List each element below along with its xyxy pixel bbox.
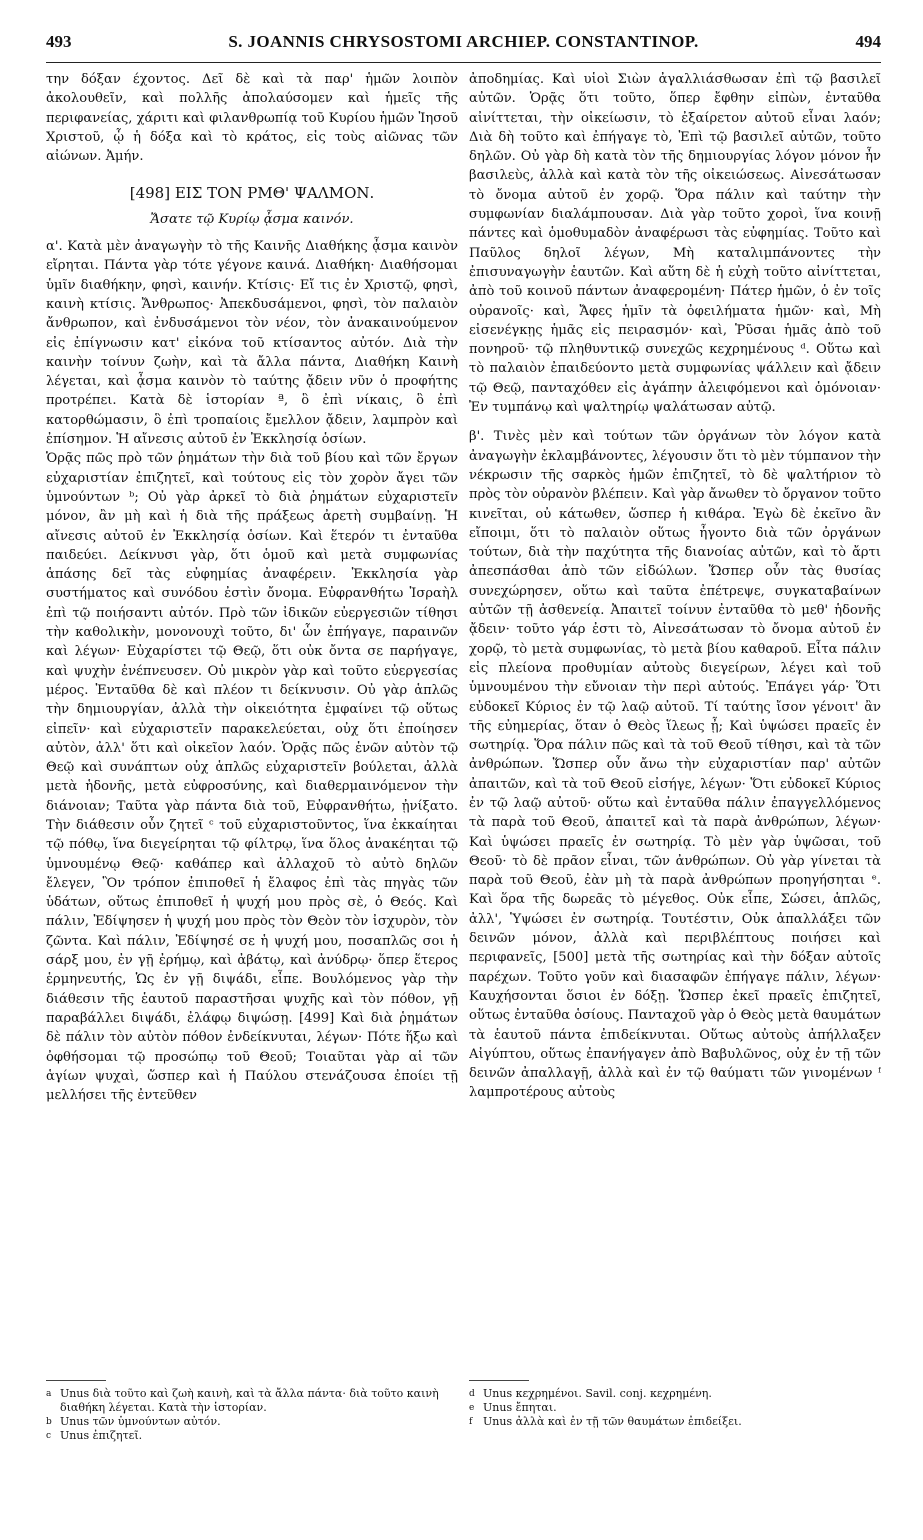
running-header	[46, 32, 881, 60]
right-column	[469, 70, 881, 1380]
closing-paragraph: την δόξαν έχοντος. Δεῖ δὲ καὶ τὰ παρ' ἡμῶν λοιπὸν ἀκολουθεῖν, καὶ πολλῆς ἀπολαύσομεν καὶ ἡμεῖς τῆς περιφανείας, χάριτι καὶ φιλανθρωπίᾳ τοῦ Κυρίου ἡμῶν Ἰησοῦ Χριστοῦ, ᾧ ἡ δόξα καὶ τὸ κράτος, εἰς τοὺς αἰῶνας τῶν αἰώνων. Ἀμήν.	[46, 72, 458, 165]
footnote: c Unus ἐπιζητεῖ.	[46, 1429, 143, 1442]
footnote: d Unus κεχρημένοι. Savil. conj. κεχρημένη.	[469, 1387, 712, 1400]
footnote: b Unus τῶν ὑμνούντων αὐτόν.	[46, 1415, 221, 1428]
paragraph: Ὁρᾷς πῶς πρὸ τῶν ῥημάτων τὴν διὰ τοῦ βίου καὶ τῶν ἔργων εὐχαριστίαν ἐπιζητεῖ, καὶ τούτους εἰς τὸν χορὸν ἄγει τῶν ὑμνούντων ᵇ; Οὐ γὰρ ἀρκεῖ τὸ διὰ ῥημάτων εὐχαριστεῖν μόνον, ἂν μὴ καὶ ἡ διὰ τῆς πράξεως ἀρετὴ συμβαίνῃ. Ἡ αἴνεσις αὐτοῦ ἐν Ἐκκλησίᾳ ὁσίων. Καὶ ἕτερόν τι ἐνταῦθα παιδεύει. Δείκνυσι γὰρ, ὅτι ὁμοῦ καὶ μετὰ συμφωνίας ἁπάσης δεῖ τὰς εὐφημίας ἀναφέρειν. Ἐκκλησία γὰρ συστήματος καὶ συνόδου ἐστὶν ὄνομα. Εὐφρανθήτω Ἰσραὴλ ἐπὶ τῷ ποιήσαντι αὐτόν. Πρὸ τῶν ἰδικῶν εὐεργεσιῶν τίθησι τὴν καθολικὴν, μονονουχὶ τοῦτο, δι' ὧν ἐπήγαγε, παραινῶν καὶ λέγων· Εὐχαρίστει τῷ Θεῷ, ὅτι οὐκ ὄντα σε παρήγαγε, καὶ ψυχὴν ἐνέπνευσεν. Οὐ μικρὸν γὰρ καὶ τοῦτο εὐεργεσίας μέρος. Ἐνταῦθα δὲ καὶ πλέον τι δείκνυσιν. Οὐ γὰρ ἁπλῶς τὴν δημιουργίαν, ἀλλὰ τὴν οἰκειότητα ἐμφαίνει τῷ οὕτως εἰπεῖν· καὶ εὐχαριστεῖν παρακελεύεται, οὐχ ὅτι ἐποίησεν αὐτὸν, ἀλλ' ὅτι καὶ οἰκεῖον λαόν. Ὁρᾷς πῶς ἑνῶν αὐτὸν τῷ Θεῷ καὶ συνάπτων οὐχ ἁπλῶς εὐχαριστεῖν βούλεται, ἀλλὰ μετὰ ἡδονῆς, μετὰ εὐφροσύνης, καὶ διαθερμαινόμενον τὴν διάνοιαν; Ταῦτα γὰρ πάντα διὰ τοῦ, Εὐφρανθήτω, ᾐνίξατο. Τὴν διάθεσιν οὖν ζητεῖ ᶜ τοῦ εὐχαριστοῦντος, ἵνα ἐκκαίηται τῷ πόθῳ, ἵνα διεγείρηται τῷ φίλτρῳ, ἵνα ὅλος ἀνακέηται τῷ ὑμνουμένῳ Θεῷ· καθάπερ καὶ ἀλλαχοῦ τὸ αὐτὸ δηλῶν ἔλεγεν, Ὃν τρόπον ἐπιποθεῖ ἡ ἔλαφος ἐπὶ τὰς πηγὰς τῶν ὑδάτων, οὕτως ἐπιποθεῖ ἡ ψυχή μου πρὸς σὲ, ὁ Θεός. Καὶ πάλιν, Ἐδίψησεν ἡ ψυχή μου πρὸς τὸν Θεὸν τὸν ἰσχυρὸν, τὸν ζῶντα. Καὶ πάλιν, Ἐδίψησέ σε ἡ ψυχή μου, ποσαπλῶς σοι ἡ σάρξ μου, ἐν γῇ ἐρήμῳ, καὶ ἀβάτῳ, καὶ ἀνύδρῳ· ὅπερ ἕτερος ἑρμηνευτής, Ὡς ἐν γῇ διψάδι, εἶπε. Βουλόμενος γὰρ τὴν διάθεσιν τῆς ἑαυτοῦ παραστῆσαι ψυχῆς καὶ τὸν πόθον, γῇ παραβάλλει διψάδι, ἐλάφῳ διψώσῃ. [499] Καὶ διὰ ῥημάτων δὲ πάλιν τὸν αὐτὸν πόθον ἐνδείκνυται, λέγων· Πότε ἥξω καὶ ὀφθήσομαι τῷ προσώπῳ τοῦ Θεοῦ; Τοιαῦται γὰρ αἱ τῶν ἁγίων ψυχαὶ, ὥσπερ καὶ ἡ Παύλου στενάζουσα ἐποίει τῇ μελλήσει τῆς ἐντεῦθεν	[46, 451, 458, 1104]
psalm-incipit: Ἄσατε τῷ Κυρίῳ ᾆσμα καινόν.	[150, 211, 354, 227]
footnote: a Unus διὰ τοῦτο καὶ ζωὴ καινὴ, καὶ τὰ ἄλλα πάντα· διὰ τοῦτο καινὴ διαθήκη λέγεται. Κατὰ τὴν ἱστορίαν.	[46, 1387, 439, 1414]
running-title: S. JOANNIS CHRYSOSTOMI ARCHIEP. CONSTANTINOP.	[228, 32, 699, 51]
left-column	[46, 70, 458, 1380]
paragraph-alpha: α'. Κατὰ μὲν ἀναγωγὴν τὸ τῆς Καινῆς Διαθήκης ᾆσμα καινὸν εἴρηται. Πάντα γὰρ τότε γέγονε καινά. Διαθήκη· Διαθήσομαι ὑμῖν διαθήκην, φησὶ, καινήν. Κτίσις· Εἴ τις ἐν Χριστῷ, φησὶ, καινὴ κτίσις. Ἄνθρωπος· Ἀπεκδυσάμενοι, φησὶ, τὸν παλαιὸν ἄνθρωπον, καὶ ἐνδυσάμενοι τὸν νέον, τὸν ἀνακαινούμενον εἰς ἐπίγνωσιν κατ' εἰκόνα τοῦ κτίσαντος αὐτόν. Διὰ τὴν καινὴν τοίνυν ζωὴν, καὶ τὰ ἄλλα πάντα, Διαθήκη Καινὴ λέγεται, καὶ ᾆσμα καινὸν τὸ ταύτης ᾄδειν νῦν ὁ προφήτης προτρέπει. Κατὰ δὲ ἱστορίαν ª, ὃ ἐπὶ νίκαις, ὃ ἐπὶ κατορθώμασιν, ὃ ἐπὶ τροπαίοις ἔμελλον ᾄδειν, λαμπρὸν καὶ ἐπίσημον. Ἡ αἴνεσις αὐτοῦ ἐν Ἐκκλησίᾳ ὁσίων.	[46, 239, 458, 448]
header-rule	[46, 62, 881, 63]
paragraph: ἀποδημίας. Καὶ υἱοὶ Σιὼν ἀγαλλιάσθωσαν ἐπὶ τῷ βασιλεῖ αὐτῶν. Ὁρᾷς ὅτι τοῦτο, ὅπερ ἔφθην εἰπὼν, ἐνταῦθα αἰνίττεται, τὴν οἰκείωσιν, τὸ ἐξαίρετον αὐτοῦ εἶναι λαόν; Διὰ δὴ τοῦτο καὶ ἐπήγαγε τὸ, Ἐπὶ τῷ βασιλεῖ αὐτῶν, τοῦτο δηλῶν. Οὐ γὰρ δὴ κατὰ τὸν τῆς δημιουργίας λόγον μόνον ἦν βασιλεὺς, ἀλλὰ καὶ κατὰ τὸν τῆς οἰκειώσεως. Αἰνεσάτωσαν τὸ ὄνομα αὐτοῦ ἐν χορῷ. Ὅρα πάλιν καὶ ταύτην τὴν συμφωνίαν διαλάμπουσαν. Διὰ γὰρ τοῦτο χοροὶ, ἵνα κοινῇ πάντες καὶ ὁμοθυμαδὸν ἀναφέρωσι τὰς εὐφημίας. Τοῦτο καὶ Παῦλος δηλοῖ λέγων, Μὴ καταλιμπάνοντες τὴν ἐπισυναγωγὴν ἑαυτῶν. Καὶ αὕτη δὲ ἡ εὐχὴ τοῦτο αἰνίττεται, ἀπὸ τοῦ κοινοῦ πάντων ἀναφερομένη· Πάτερ ἡμῶν, ὁ ἐν τοῖς οὐρανοῖς· καὶ, Ἄφες ἡμῖν τὰ ὀφειλήματα ἡμῶν· καὶ, Μὴ εἰσενέγκῃς ἡμᾶς εἰς πειρασμόν· καὶ, Ῥῦσαι ἡμᾶς ἀπὸ τοῦ πονηροῦ· τῷ πληθυντικῷ συνεχῶς κεχρημένους ᵈ. Οὕτω καὶ τὸ παλαιὸν ἐπαιδεύοντο μετὰ συμφωνίας ψάλλειν καὶ ᾄδειν τῷ Θεῷ, πανταχόθεν εἰς ἀγάπην ἀλειφόμενοι καὶ ὁμόνοιαν· Ἐν τυμπάνῳ καὶ ψαλτηρίῳ ψαλάτωσαν αὐτῷ.	[469, 72, 881, 416]
text-columns	[46, 70, 881, 1380]
section-heading: [498] ΕΙΣ ΤΟΝ ΡΜΘ' ΨΑΛΜΟΝ.	[129, 184, 375, 203]
footnote: f Unus ἀλλὰ καὶ ἐν τῇ τῶν θαυμάτων ἐπιδείξει.	[469, 1415, 742, 1428]
footnotes-left	[46, 1380, 458, 1443]
footnote: e Unus ἔπηται.	[469, 1401, 557, 1414]
page-number-left: 493	[46, 32, 72, 51]
paragraph-beta: β'. Τινὲς μὲν καὶ τούτων τῶν ὀργάνων τὸν λόγον κατὰ ἀναγωγὴν ἐκλαμβάνοντες, λέγουσιν ὅτι τὸ μὲν τύμπανον τὴν νέκρωσιν τῆς σαρκὸς ἡμῶν ἐπιζητεῖ, τὸ δὲ ψαλτήριον τὸ πρὸς τὸν οὐρανὸν βλέπειν. Καὶ γὰρ ἄνωθεν τὸ ὄργανον τοῦτο κινεῖται, οὐ κάτωθεν, ὥσπερ ἡ κιθάρα. Ἐγὼ δὲ ἐκεῖνο ἂν εἴποιμι, ὅτι τὸ παλαιὸν οὕτως ἦγοντο διὰ τῶν ὀργάνων τούτων, διὰ τὴν παχύτητα τῆς διανοίας αὐτῶν, καὶ τὸ ἄρτι ἀπεσπάσθαι ἀπὸ τῶν εἰδώλων. Ὥσπερ οὖν τὰς θυσίας συνεχώρησεν, οὕτω καὶ ταῦτα ἐπέτρεψε, συγκαταβαίνων αὐτῶν τῇ ἀσθενείᾳ. Ἀπαιτεῖ τοίνυν ἐνταῦθα τὸ μεθ' ἡδονῆς ᾄδειν· τοῦτο γάρ ἐστι τὸ, Αἰνεσάτωσαν τὸ ὄνομα αὐτοῦ ἐν χορῷ, τὸ μετὰ συμφωνίας, τὸ μετὰ βίου καθαροῦ. Εἶτα πάλιν εἰς πλείονα προθυμίαν αὐτοὺς διεγείρων, λέγει καὶ τοῦ ὑμνουμένου τὴν εὔνοιαν τὴν περὶ αὐτούς. Ἐπάγει γάρ· Ὅτι εὐδοκεῖ Κύριος ἐν τῷ λαῷ αὐτοῦ. Τί ταύτης ἴσον γένοιτ' ἂν τῆς εὐημερίας, ὅταν ὁ Θεὸς ἵλεως ᾖ; Καὶ ὑψώσει πραεῖς ἐν σωτηρίᾳ. Ὅρα πάλιν πῶς καὶ τὰ τοῦ Θεοῦ τίθησι, καὶ τὰ τῶν ἀνθρώπων. Ὥσπερ οὖν ἄνω τὴν εὐχαριστίαν παρ' αὐτῶν ἀπαιτῶν, καὶ τὰ τοῦ Θεοῦ εἰσήγε, λέγων· Ὅτι εὐδοκεῖ Κύριος ἐν τῷ λαῷ αὐτοῦ· οὕτω καὶ ἐνταῦθα πάλιν ἐπαγγελλόμενος τὰ παρὰ τοῦ Θεοῦ, ἀπαιτεῖ καὶ τὰ παρὰ ἀνθρώπων, λέγων· Καὶ ὑψώσει πραεῖς ἐν σωτηρίᾳ. Τὸ μὲν γὰρ ὑψῶσαι, τοῦ Θεοῦ· τὸ δὲ πρᾶον εἶναι, τῶν ἀνθρώπων. Οὐ γὰρ γίνεται τὰ παρὰ τοῦ Θεοῦ, ἐὰν μὴ τὰ παρὰ ἀνθρώπων προηγήσηται ᵉ. Καὶ ὅρα τῆς δωρεᾶς τὸ μέγεθος. Οὐκ εἶπε, Σώσει, ἁπλῶς, ἀλλ', Ὑψώσει ἐν σωτηρίᾳ. Τουτέστιν, Οὐκ ἀπαλλάξει τῶν δεινῶν μόνον, ἀλλὰ καὶ περιβλέπτους ποιήσει καὶ περιφανεῖς, [500] μετὰ τῆς σωτηρίας καὶ τὴν δόξαν αὐτοῖς παρέχων. Τοῦτο γοῦν καὶ διασαφῶν ἐπήγαγε πάλιν, λέγων· Καυχήσονται ὅσιοι ἐν δόξῃ. Ὥσπερ ἐκεῖ πραεῖς ἐπιζητεῖ, οὕτως ἐνταῦθα ὁσίους. Πανταχοῦ γὰρ ὁ Θεὸς μετὰ θαυμάτων τὰ ἑαυτοῦ πάντα ἐπιδείκνυται. Οὕτως αὐτοὺς ἀπήλλαξεν Αἰγύπτου, οὕτως ἐπανήγαγεν ἀπὸ Βαβυλῶνος, οὐχ ἐν τῇ τῶν δεινῶν ἀπαλλαγῇ, ἀλλὰ καὶ ἐν τῷ θαύματι τῶν γινομένων ᶠ λαμπροτέρους αὐτοὺς	[469, 429, 881, 1101]
page-number-right: 494	[855, 32, 881, 51]
footnotes-right	[469, 1380, 881, 1443]
footnotes	[46, 1380, 881, 1443]
